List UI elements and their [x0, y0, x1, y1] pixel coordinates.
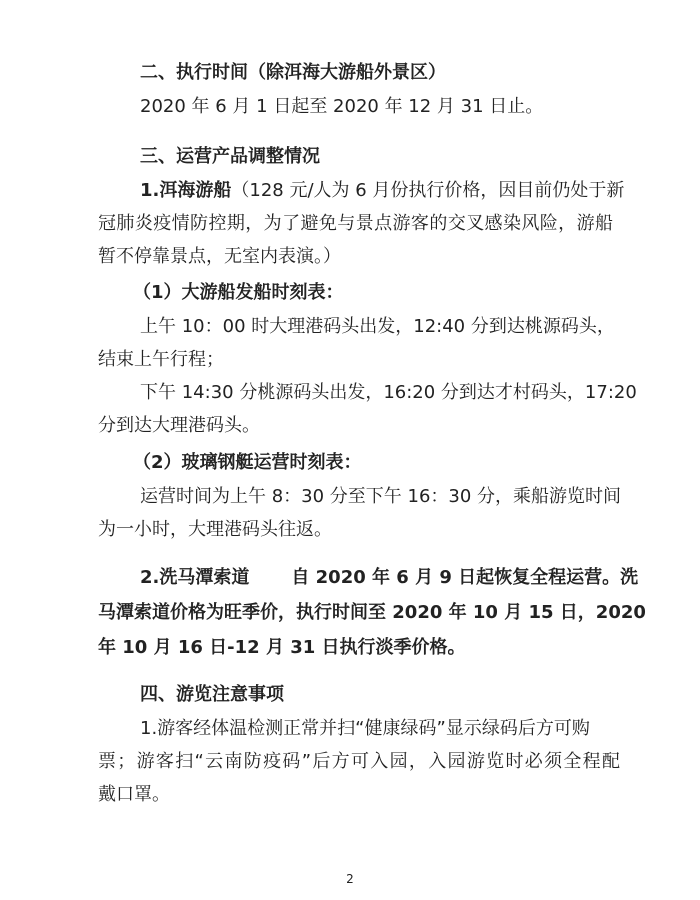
execution-time-text: 2020 年 6 月 1 日起至 2020 年 12 月 31 日止。: [140, 96, 544, 117]
fiberglass-boat-schedule-line2: 为一小时，大理港码头往返。: [98, 519, 332, 540]
text-segment: 自 2020 年 6 月 9 日起恢复全程运营。洗: [291, 567, 639, 588]
paragraph-erhai-cruise-line2: 冠肺炎疫情防控期，为了避免与景点游客的交叉感染风险，游船: [98, 213, 613, 234]
subheading-fiberglass-boat-schedule: （2）玻璃钢艇运营时刻表：: [133, 452, 362, 473]
section-heading-visit-notes: 四、游览注意事项: [140, 684, 284, 705]
paragraph-ximatan-ropeway-line1: [140, 566, 638, 590]
big-cruise-schedule-line3: 下午 14:30 分桃源码头出发，16:20 分到达才村码头，17:20: [140, 382, 637, 403]
section-heading-product-adjustment: 三、运营产品调整情况: [140, 146, 320, 167]
paragraph-ximatan-ropeway-line3: 年 10 月 16 日-12 月 31 日执行淡季价格。: [98, 637, 466, 658]
visit-notes-line1: 1.游客经体温检测正常并扫“健康绿码”显示绿码后方可购: [140, 718, 590, 739]
visit-notes-line2: 票；游客扫“云南防疫码”后方可入园，入园游览时必须全程配: [98, 751, 620, 772]
big-cruise-schedule-line4: 分到达大理港码头。: [98, 415, 260, 436]
text-segment: （128 元/人为 6 月份执行价格，因目前仍处于新: [231, 180, 625, 201]
visit-notes-line3: 戴口罩。: [98, 784, 170, 805]
paragraph-erhai-cruise-line3: 暂不停靠景点，无室内表演。）: [98, 246, 341, 267]
section-heading-execution-time: 二、执行时间（除洱海大游船外景区）: [140, 62, 446, 83]
page-number: 2: [346, 872, 354, 886]
big-cruise-schedule-line1: 上午 10：00 时大理港码头出发，12:40 分到达桃源码头，: [140, 316, 615, 337]
paragraph-erhai-cruise-line1: [140, 179, 624, 203]
item-title-ximatan-ropeway: 2.洗马潭索道: [140, 567, 250, 588]
big-cruise-schedule-line2: 结束上午行程；: [98, 349, 224, 370]
item-title-erhai-cruise: 1.洱海游船: [140, 180, 232, 201]
fiberglass-boat-schedule-line1: 运营时间为上午 8：30 分至下午 16：30 分，乘船游览时间: [140, 486, 622, 507]
subheading-big-cruise-schedule: （1）大游船发船时刻表：: [133, 282, 344, 303]
paragraph-ximatan-ropeway-line2: 马潭索道价格为旺季价，执行时间至 2020 年 10 月 15 日，2020: [98, 602, 646, 623]
